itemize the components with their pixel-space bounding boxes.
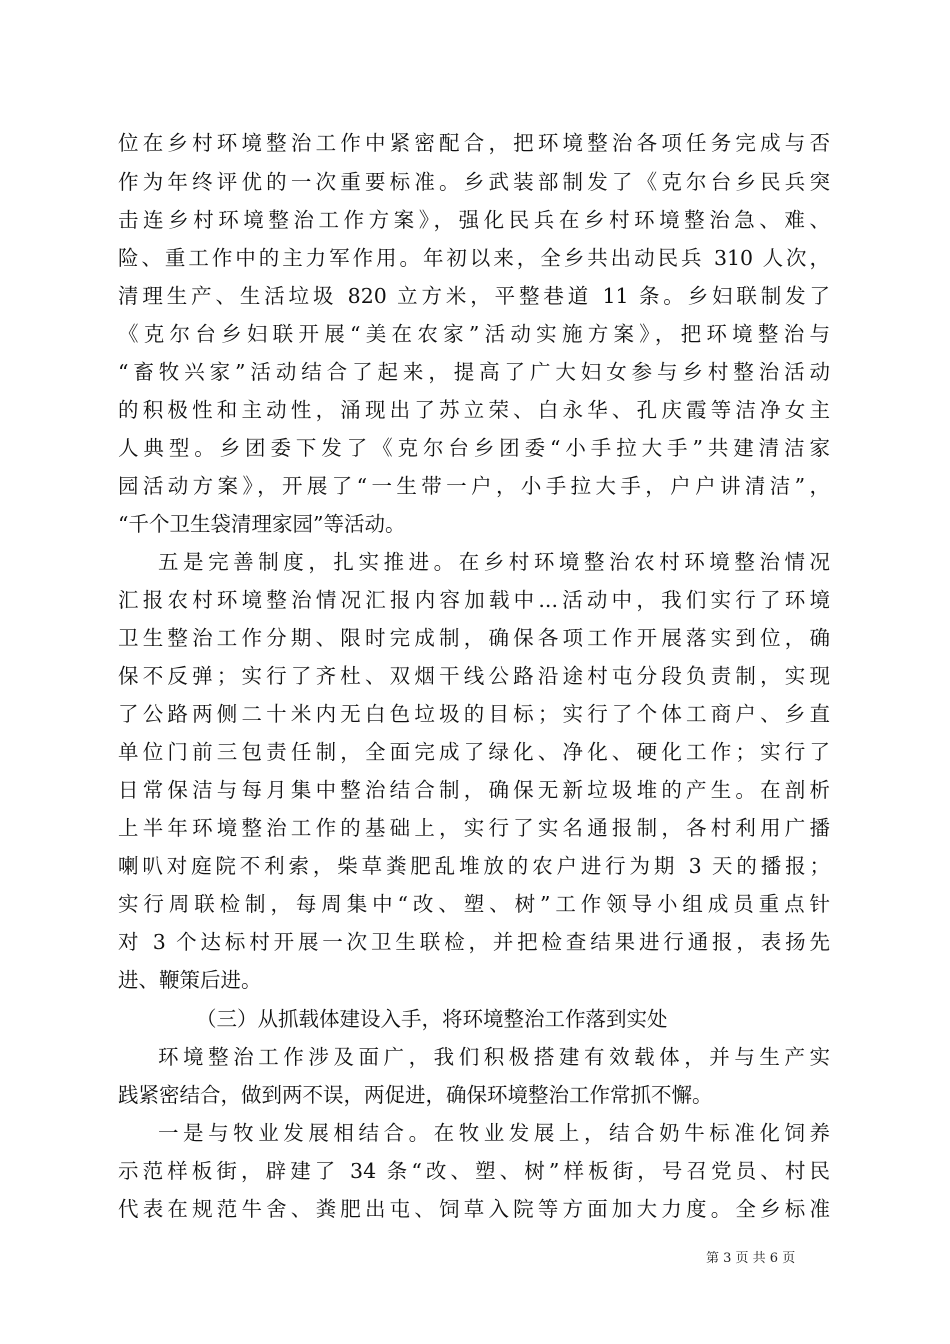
text-line: 园活动方案》，开展了“一生带一户，小手拉大手，户户讲清洁”，: [118, 474, 830, 498]
text-line: 对 3 个达标村开展一次卫生联检，并把检查结果进行通报，表扬先: [118, 930, 830, 954]
text-line: 卫生整治工作分期、限时完成制，确保各项工作开展落实到位，确: [118, 626, 830, 650]
paragraph-start-line: 一是与牧业发展相结合。在牧业发展上，结合奶牛标准化饲养: [158, 1121, 830, 1145]
text-line: 击连乡村环境整治工作方案》，强化民兵在乡村环境整治急、难、: [118, 208, 830, 232]
text-line: 汇报农村环境整治情况汇报内容加载中...活动中，我们实行了环境: [118, 588, 830, 612]
text-line: 实行周联检制，每周集中“改、塑、树”工作领导小组成员重点针: [118, 892, 830, 916]
text-line: 喇叭对庭院不利索，柴草粪肥乱堆放的农户进行为期 3 天的播报；: [118, 854, 830, 878]
text-line: 险、重工作中的主力军作用。年初以来，全乡共出动民兵 310 人次，: [118, 246, 830, 270]
paragraph-start-line: 环境整治工作涉及面广，我们积极搭建有效载体，并与生产实: [158, 1045, 830, 1069]
text-line: 代表在规范牛舍、粪肥出屯、饲草入院等方面加大力度。全乡标准: [118, 1197, 830, 1221]
paragraph-start-line: 五是完善制度，扎实推进。在乡村环境整治农村环境整治情况: [158, 550, 830, 574]
text-line: 日常保洁与每月集中整治结合制，确保无新垃圾堆的产生。在剖析: [118, 778, 830, 802]
text-line: 上半年环境整治工作的基础上，实行了实名通报制，各村利用广播: [118, 816, 830, 840]
text-line: “千个卫生袋清理家园”等活动。: [118, 512, 406, 536]
text-line: 践紧密结合，做到两不误，两促进，确保环境整治工作常抓不懈。: [118, 1083, 713, 1107]
text-line: 的积极性和主动性，涌现出了苏立荣、白永华、孔庆霞等洁净女主: [118, 398, 830, 422]
text-line: 了公路两侧二十米内无白色垃圾的目标；实行了个体工商户、乡直: [118, 702, 830, 726]
text-line: 人典型。乡团委下发了《克尔台乡团委“小手拉大手”共建清洁家: [118, 436, 830, 460]
section-heading: （三）从抓载体建设入手，将环境整治工作落到实处: [196, 1007, 668, 1031]
text-line: 示范样板街，辟建了 34 条“改、塑、树”样板街，号召党员、村民: [118, 1159, 830, 1183]
text-line: 作为年终评优的一次重要标准。乡武装部制发了《克尔台乡民兵突: [118, 170, 830, 194]
text-line: “畜牧兴家”活动结合了起来，提高了广大妇女参与乡村整治活动: [118, 360, 830, 384]
text-line: 清理生产、生活垃圾 820 立方米，平整巷道 11 条。乡妇联制发了: [118, 284, 830, 308]
text-line: 进、鞭策后进。: [118, 968, 262, 992]
text-line: 单位门前三包责任制，全面完成了绿化、净化、硬化工作；实行了: [118, 740, 830, 764]
text-line: 位在乡村环境整治工作中紧密配合，把环境整治各项任务完成与否: [118, 131, 830, 155]
text-line: 保不反弹；实行了齐杜、双烟干线公路沿途村屯分段负责制，实现: [118, 664, 830, 688]
text-line: 《克尔台乡妇联开展“美在农家”活动实施方案》，把环境整治与: [118, 322, 830, 346]
page-number: 第 3 页 共 6 页: [706, 1251, 796, 1266]
